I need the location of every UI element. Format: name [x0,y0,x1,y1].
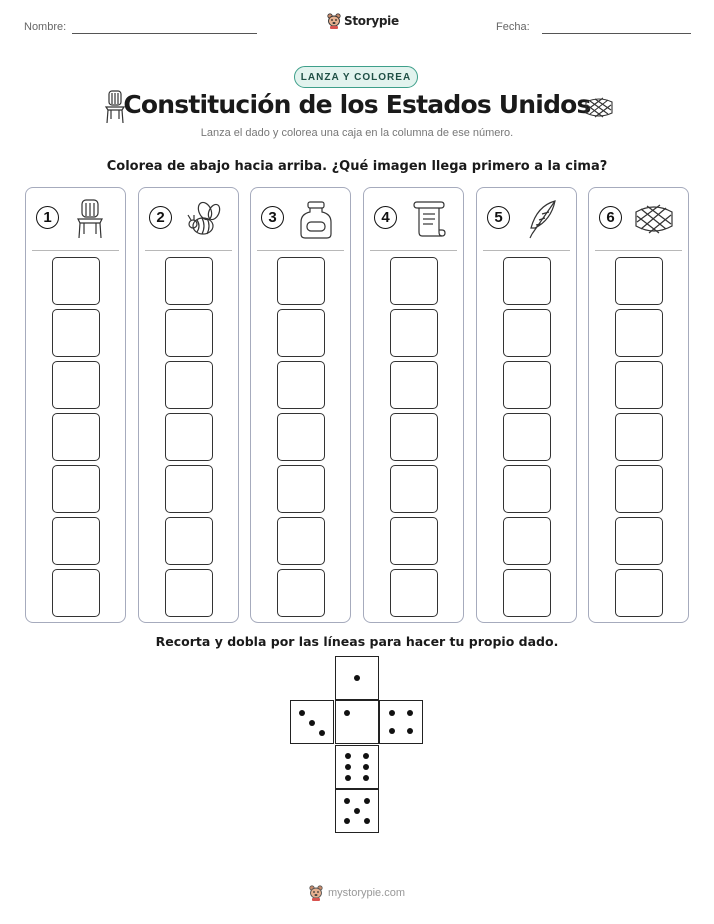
instruction-text: Colorea de abajo hacia arriba. ¿Qué imagen llega primero a la cima? [106,159,608,174]
dice-face-1 [335,656,379,700]
activity-badge: LANZA Y COLOREA [294,66,418,88]
color-box[interactable] [277,361,325,409]
color-box[interactable] [503,517,551,565]
column-2 [138,187,239,623]
pip [344,798,350,804]
color-box[interactable] [615,309,663,357]
color-box[interactable] [615,257,663,305]
name-label: Nombre: [24,21,67,33]
pip [345,764,351,770]
bear-logo-icon [327,13,341,29]
dice-face-1-center [335,700,379,744]
column-5 [476,187,577,623]
color-box[interactable] [165,257,213,305]
quilt-icon [633,198,675,240]
dice-face-5 [335,789,379,833]
color-box[interactable] [390,517,438,565]
dice-face-6 [335,745,379,789]
column-number: 6 [599,206,622,229]
color-box[interactable] [52,257,100,305]
pip [364,818,370,824]
pip [344,710,350,716]
color-box[interactable] [52,569,100,617]
color-box[interactable] [277,413,325,461]
pip [354,808,360,814]
pip [345,775,351,781]
column-divider [32,250,119,251]
color-box[interactable] [615,413,663,461]
color-box[interactable] [390,413,438,461]
column-number: 4 [374,206,397,229]
column-3 [250,187,351,623]
color-box[interactable] [52,361,100,409]
pip [345,753,351,759]
color-box[interactable] [615,517,663,565]
pip [309,720,315,726]
color-box[interactable] [52,413,100,461]
color-box[interactable] [503,569,551,617]
footer-url[interactable]: mystorypie.com [327,887,406,899]
pip [407,710,413,716]
color-box[interactable] [165,569,213,617]
column-number: 1 [36,206,59,229]
pip [363,764,369,770]
column-number: 5 [487,206,510,229]
column-divider [257,250,344,251]
color-box[interactable] [277,257,325,305]
color-box[interactable] [277,465,325,513]
column-number: 3 [261,206,284,229]
quill-icon [521,198,563,240]
color-box[interactable] [390,361,438,409]
color-box[interactable] [390,569,438,617]
page-title: Constitución de los Estados Unidos [123,90,591,119]
color-box[interactable] [503,309,551,357]
column-4 [363,187,464,623]
color-box[interactable] [165,465,213,513]
pip [364,798,370,804]
pip [319,730,325,736]
page-subtitle: Lanza el dado y colorea una caja en la columna de ese número. [200,127,514,139]
pip [389,710,395,716]
pip [354,675,360,681]
color-box[interactable] [165,361,213,409]
scroll-icon [408,198,450,240]
bear-logo-icon [309,885,323,901]
color-box[interactable] [390,309,438,357]
bee-icon [183,198,225,240]
footer [0,885,714,901]
pip [299,710,305,716]
column-divider [370,250,457,251]
brand-logo [327,13,399,29]
color-box[interactable] [615,465,663,513]
column-1 [25,187,126,623]
color-box[interactable] [277,569,325,617]
column-number: 2 [149,206,172,229]
color-box[interactable] [277,309,325,357]
date-label: Fecha: [496,21,530,33]
dice-face-4 [379,700,423,744]
pip [363,753,369,759]
column-6 [588,187,689,623]
column-divider [483,250,570,251]
color-box[interactable] [503,413,551,461]
pip [389,728,395,734]
color-box[interactable] [615,361,663,409]
column-divider [145,250,232,251]
color-box[interactable] [165,413,213,461]
color-box[interactable] [165,309,213,357]
color-box[interactable] [390,257,438,305]
color-box[interactable] [615,569,663,617]
color-box[interactable] [503,257,551,305]
brand-name: Storypie [344,14,399,28]
cut-instruction: Recorta y dobla por las líneas para hacer tu propio dado. [155,634,559,649]
pip [407,728,413,734]
date-line[interactable] [542,33,691,34]
dice-net[interactable] [290,656,424,834]
color-box[interactable] [52,517,100,565]
dice-face-3 [290,700,334,744]
color-box[interactable] [52,309,100,357]
color-box[interactable] [52,465,100,513]
color-box[interactable] [503,361,551,409]
pip [344,818,350,824]
inkwell-icon [295,198,337,240]
chair-icon [70,198,112,240]
color-box[interactable] [503,465,551,513]
color-box[interactable] [165,517,213,565]
name-line[interactable] [72,33,257,34]
quilt-title-icon [583,96,615,118]
pip [363,775,369,781]
color-box[interactable] [277,517,325,565]
color-box[interactable] [390,465,438,513]
column-divider [595,250,682,251]
